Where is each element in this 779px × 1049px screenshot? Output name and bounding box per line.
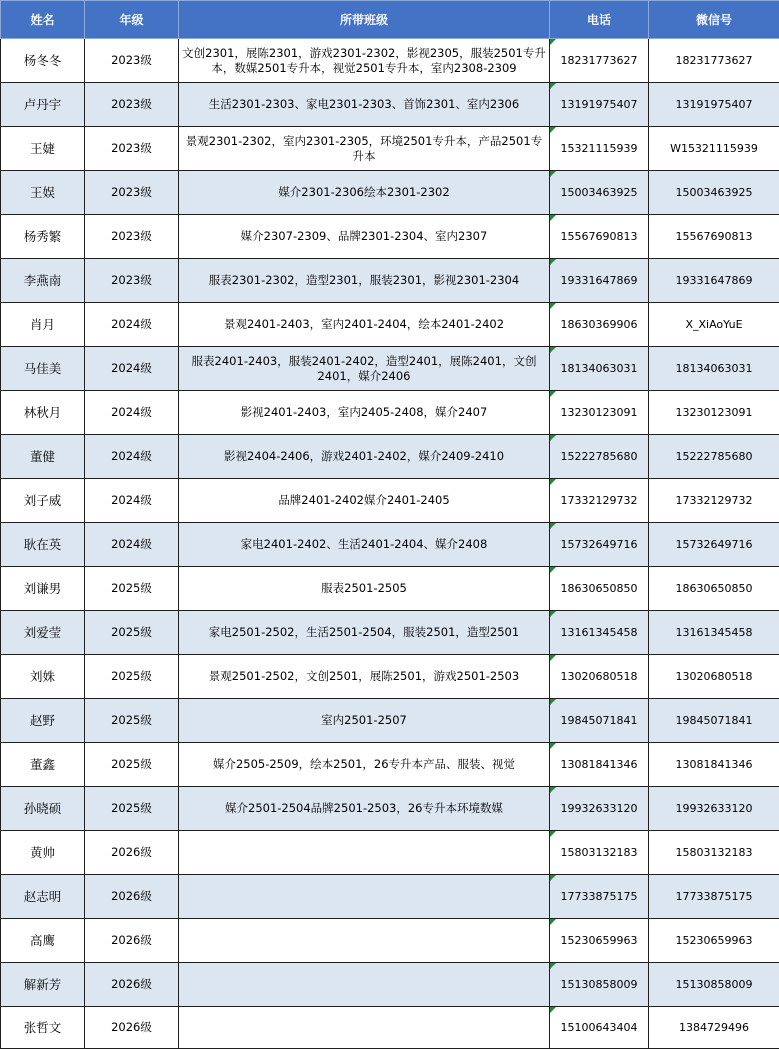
table-row — [1, 875, 779, 919]
cell-wechat[interactable]: 17733875175 — [649, 875, 779, 919]
cell-name[interactable]: 杨冬冬 — [1, 39, 85, 83]
cell-phone[interactable]: 15732649716 — [550, 523, 649, 567]
cell-classes[interactable]: 生活2301-2303、家电2301-2303、首饰2301、室内2306 — [179, 83, 550, 127]
cell-wechat[interactable]: 15003463925 — [649, 171, 779, 215]
cell-grade[interactable]: 2024级 — [85, 479, 179, 523]
cell-grade[interactable]: 2026级 — [85, 831, 179, 875]
table-row — [1, 39, 779, 83]
cell-phone[interactable]: 15803132183 — [550, 831, 649, 875]
cell-phone[interactable]: 18630650850 — [550, 567, 649, 611]
table-row — [1, 655, 779, 699]
cell-grade[interactable]: 2025级 — [85, 743, 179, 787]
cell-classes[interactable]: 景观2401-2403，室内2401-2404，绘本2401-2402 — [179, 303, 550, 347]
cell-wechat[interactable]: 13020680518 — [649, 655, 779, 699]
cell-wechat[interactable]: 18134063031 — [649, 347, 779, 391]
table-row — [1, 1007, 779, 1049]
cell-classes[interactable] — [179, 1007, 550, 1049]
cell-wechat[interactable]: 18630650850 — [649, 567, 779, 611]
cell-phone[interactable]: 18231773627 — [550, 39, 649, 83]
table-row — [1, 479, 779, 523]
cell-wechat[interactable]: 15803132183 — [649, 831, 779, 875]
cell-grade[interactable]: 2023级 — [85, 127, 179, 171]
cell-classes[interactable]: 服表2401-2403，服装2401-2402，造型2401，展陈2401，文创2401，媒介2406 — [179, 347, 550, 391]
cell-classes[interactable]: 文创2301，展陈2301，游戏2301-2302，影视2305，服装2501专升本，数媒2501专升本，视觉2501专升本，室内2308-2309 — [179, 39, 550, 83]
table-row — [1, 567, 779, 611]
cell-wechat[interactable]: 13230123091 — [649, 391, 779, 435]
table-row — [1, 523, 779, 567]
cell-phone[interactable]: 15222785680 — [550, 435, 649, 479]
table-row — [1, 963, 779, 1007]
cell-grade[interactable]: 2024级 — [85, 303, 179, 347]
cell-classes[interactable]: 家电2401-2402、生活2401-2404、媒介2408 — [179, 523, 550, 567]
cell-phone[interactable]: 18630369906 — [550, 303, 649, 347]
cell-grade[interactable]: 2025级 — [85, 567, 179, 611]
cell-grade[interactable]: 2024级 — [85, 391, 179, 435]
cell-classes[interactable]: 影视2404-2406，游戏2401-2402，媒介2409-2410 — [179, 435, 550, 479]
cell-classes[interactable]: 室内2501-2507 — [179, 699, 550, 743]
cell-wechat[interactable]: W15321115939 — [649, 127, 779, 171]
cell-wechat[interactable]: 1384729496 — [649, 1007, 779, 1049]
cell-classes[interactable] — [179, 919, 550, 963]
table-row — [1, 391, 779, 435]
cell-grade[interactable]: 2023级 — [85, 39, 179, 83]
cell-wechat[interactable]: 18231773627 — [649, 39, 779, 83]
cell-wechat[interactable]: 15732649716 — [649, 523, 779, 567]
cell-grade[interactable]: 2025级 — [85, 699, 179, 743]
cell-classes[interactable]: 服表2301-2302，造型2301，服装2301，影视2301-2304 — [179, 259, 550, 303]
cell-wechat[interactable]: 13081841346 — [649, 743, 779, 787]
table-row — [1, 303, 779, 347]
cell-name[interactable]: 杨秀繁 — [1, 215, 85, 259]
cell-name[interactable]: 马佳美 — [1, 347, 85, 391]
cell-wechat[interactable]: X_XiAoYuE — [649, 303, 779, 347]
cell-name[interactable]: 赵志明 — [1, 875, 85, 919]
cell-grade[interactable]: 2026级 — [85, 963, 179, 1007]
cell-phone[interactable]: 13020680518 — [550, 655, 649, 699]
table-row — [1, 699, 779, 743]
cell-grade[interactable]: 2024级 — [85, 523, 179, 567]
table-row — [1, 83, 779, 127]
cell-phone[interactable]: 19845071841 — [550, 699, 649, 743]
cell-phone[interactable]: 18134063031 — [550, 347, 649, 391]
cell-wechat[interactable]: 15130858009 — [649, 963, 779, 1007]
cell-phone[interactable]: 19331647869 — [550, 259, 649, 303]
header-wechat: 微信号 — [649, 1, 779, 39]
cell-classes[interactable]: 媒介2501-2504品牌2501-2503，26专升本环境数媒 — [179, 787, 550, 831]
cell-name[interactable]: 张哲文 — [1, 1007, 85, 1049]
table-body — [1, 39, 779, 1049]
cell-name[interactable]: 王娱 — [1, 171, 85, 215]
cell-wechat[interactable]: 15567690813 — [649, 215, 779, 259]
cell-phone[interactable]: 13191975407 — [550, 83, 649, 127]
cell-wechat[interactable]: 19932633120 — [649, 787, 779, 831]
table-row — [1, 611, 779, 655]
cell-classes[interactable]: 品牌2401-2402媒介2401-2405 — [179, 479, 550, 523]
table-row — [1, 831, 779, 875]
header-grade: 年级 — [85, 1, 179, 39]
cell-classes[interactable] — [179, 875, 550, 919]
cell-name[interactable]: 高鹰 — [1, 919, 85, 963]
cell-name[interactable]: 孙晓硕 — [1, 787, 85, 831]
cell-phone[interactable]: 15321115939 — [550, 127, 649, 171]
cell-wechat[interactable]: 17332129732 — [649, 479, 779, 523]
cell-classes[interactable]: 影视2401-2403，室内2405-2408，媒介2407 — [179, 391, 550, 435]
cell-phone[interactable]: 17733875175 — [550, 875, 649, 919]
cell-wechat[interactable]: 15230659963 — [649, 919, 779, 963]
cell-grade[interactable]: 2024级 — [85, 347, 179, 391]
cell-name[interactable]: 刘姝 — [1, 655, 85, 699]
cell-grade[interactable]: 2023级 — [85, 259, 179, 303]
cell-phone[interactable]: 17332129732 — [550, 479, 649, 523]
cell-phone[interactable]: 15003463925 — [550, 171, 649, 215]
cell-name[interactable]: 肖月 — [1, 303, 85, 347]
cell-name[interactable]: 耿在英 — [1, 523, 85, 567]
cell-name[interactable]: 刘子威 — [1, 479, 85, 523]
cell-classes[interactable] — [179, 831, 550, 875]
cell-wechat[interactable]: 19845071841 — [649, 699, 779, 743]
table-row — [1, 215, 779, 259]
cell-grade[interactable]: 2026级 — [85, 919, 179, 963]
table-row — [1, 787, 779, 831]
cell-grade[interactable]: 2025级 — [85, 655, 179, 699]
cell-name[interactable]: 李燕南 — [1, 259, 85, 303]
cell-phone[interactable]: 15100643404 — [550, 1007, 649, 1049]
cell-name[interactable]: 刘谦男 — [1, 567, 85, 611]
header-name: 姓名 — [1, 1, 85, 39]
cell-name[interactable]: 林秋月 — [1, 391, 85, 435]
cell-grade[interactable]: 2023级 — [85, 171, 179, 215]
cell-classes[interactable]: 家电2501-2502，生活2501-2504，服装2501，造型2501 — [179, 611, 550, 655]
cell-wechat[interactable]: 15222785680 — [649, 435, 779, 479]
table-row — [1, 743, 779, 787]
header-row — [1, 1, 779, 39]
header-classes: 所带班级 — [179, 1, 550, 39]
cell-grade[interactable]: 2026级 — [85, 1007, 179, 1049]
cell-grade[interactable]: 2026级 — [85, 875, 179, 919]
cell-grade[interactable]: 2023级 — [85, 215, 179, 259]
cell-classes[interactable]: 媒介2301-2306绘本2301-2302 — [179, 171, 550, 215]
cell-grade[interactable]: 2025级 — [85, 787, 179, 831]
cell-classes[interactable] — [179, 963, 550, 1007]
cell-grade[interactable]: 2024级 — [85, 435, 179, 479]
cell-wechat[interactable]: 13161345458 — [649, 611, 779, 655]
table-row — [1, 435, 779, 479]
cell-phone[interactable]: 15230659963 — [550, 919, 649, 963]
cell-name[interactable]: 黄帅 — [1, 831, 85, 875]
cell-wechat[interactable]: 19331647869 — [649, 259, 779, 303]
cell-classes[interactable]: 景观2301-2302，室内2301-2305，环境2501专升本，产品2501专升本 — [179, 127, 550, 171]
cell-name[interactable]: 卢丹宇 — [1, 83, 85, 127]
cell-classes[interactable]: 景观2501-2502，文创2501，展陈2501，游戏2501-2503 — [179, 655, 550, 699]
cell-classes[interactable]: 媒介2307-2309、品牌2301-2304、室内2307 — [179, 215, 550, 259]
table-row — [1, 259, 779, 303]
cell-classes[interactable]: 媒介2505-2509，绘本2501，26专升本产品、服装、视觉 — [179, 743, 550, 787]
cell-name[interactable]: 解新芳 — [1, 963, 85, 1007]
cell-grade[interactable]: 2025级 — [85, 611, 179, 655]
cell-name[interactable]: 董鑫 — [1, 743, 85, 787]
cell-phone[interactable]: 13161345458 — [550, 611, 649, 655]
cell-classes[interactable]: 服表2501-2505 — [179, 567, 550, 611]
cell-wechat[interactable]: 13191975407 — [649, 83, 779, 127]
cell-name[interactable]: 董健 — [1, 435, 85, 479]
table-row — [1, 919, 779, 963]
cell-phone[interactable]: 19932633120 — [550, 787, 649, 831]
table-row — [1, 347, 779, 391]
cell-name[interactable]: 王婕 — [1, 127, 85, 171]
cell-phone[interactable]: 15130858009 — [550, 963, 649, 1007]
table-row — [1, 127, 779, 171]
cell-phone[interactable]: 15567690813 — [550, 215, 649, 259]
cell-phone[interactable]: 13230123091 — [550, 391, 649, 435]
table-row — [1, 171, 779, 215]
header-phone: 电话 — [550, 1, 649, 39]
cell-name[interactable]: 赵野 — [1, 699, 85, 743]
cell-phone[interactable]: 13081841346 — [550, 743, 649, 787]
cell-name[interactable]: 刘爱莹 — [1, 611, 85, 655]
table-header — [1, 1, 779, 39]
cell-grade[interactable]: 2023级 — [85, 83, 179, 127]
